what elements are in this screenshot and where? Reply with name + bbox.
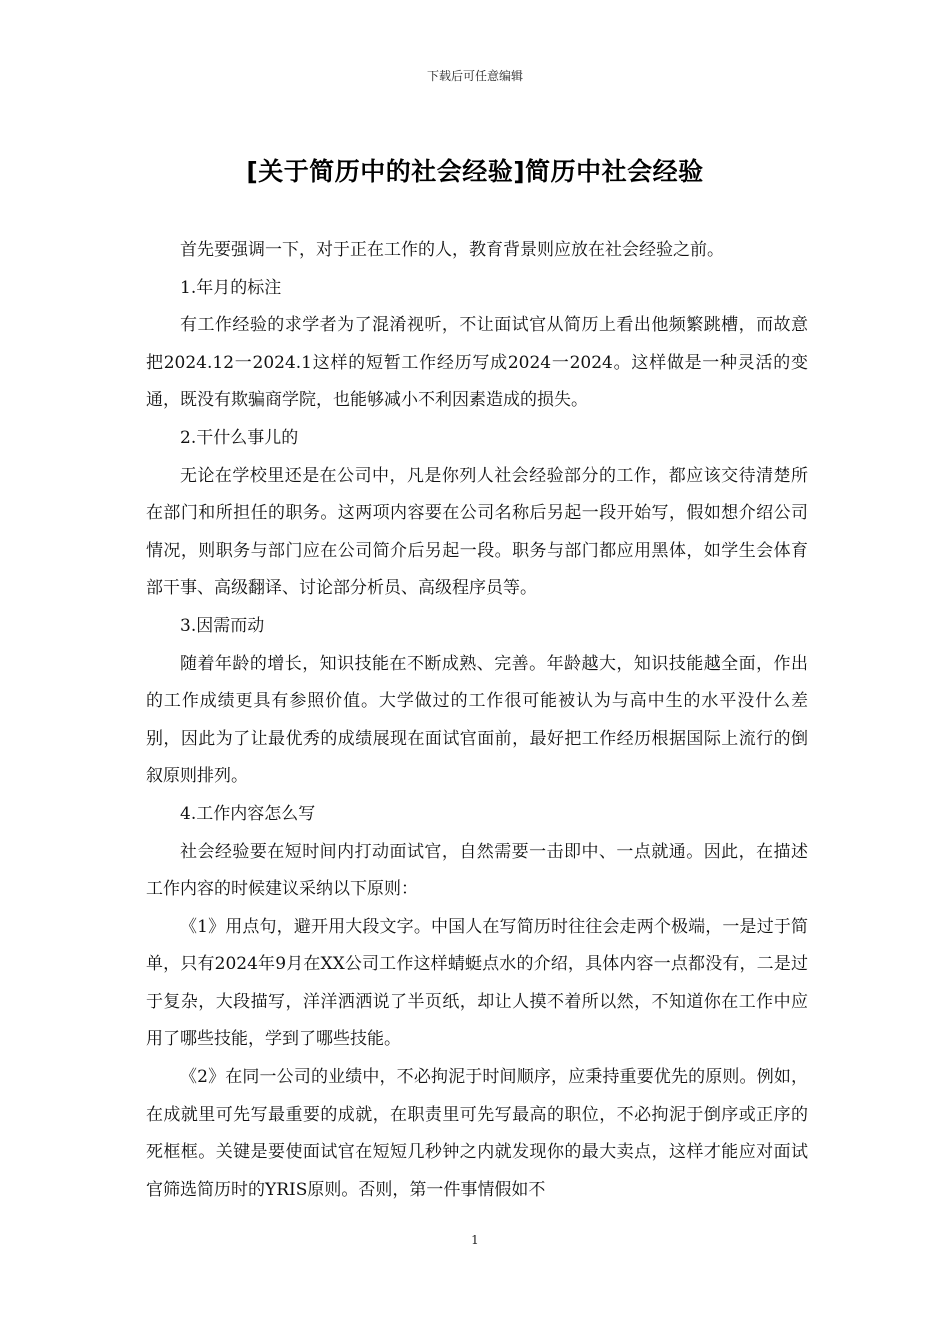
document-title: [关于简历中的社会经验]简历中社会经验 [246, 157, 704, 186]
page-number: 1 [471, 1233, 479, 1247]
section-heading: 2.干什么事儿的 [180, 427, 299, 448]
paragraph: 有工作经验的求学者为了混淆视听，不让面试官从简历上看出他频繁跳槽，而故意把2024.12一2024.1这样的短暂工作经历写成2024一2024。这样做是一种灵活的变通，既没有欺骗商学院，也能够减小不利因素造成的损失。 [146, 315, 808, 411]
paragraph: 《2》在同一公司的业绩中，不必拘泥于时间顺序，应秉持重要优先的原则。例如，在成就里可先写最重要的成就，在职责里可先写最高的职位，不必拘泥于倒序或正序的死框框。关键是要使面试官在短短几秒钟之内就发现你的最大卖点，这样才能应对面试官筛选简历时的YRIS原则。否则，第一件事情假如不 [146, 1067, 808, 1200]
paragraph: 无论在学校里还是在公司中，凡是你列人社会经验部分的工作，都应该交待清楚所在部门和所担任的职务。这两项内容要在公司名称后另起一段开始写，假如想介绍公司情况，则职务与部门应在公司简介后另起一段。职务与部门都应用黑体，如学生会体育部干事、高级翻译、讨论部分析员、高级程序员等。 [146, 465, 808, 599]
paragraph: 首先要强调一下，对于正在工作的人，教育背景则应放在社会经验之前。 [180, 240, 724, 260]
section-heading: 1.年月的标注 [180, 277, 282, 298]
paragraph: 随着年龄的增长，知识技能在不断成熟、完善。年龄越大，知识技能越全面，作出的工作成绩更具有参照价值。大学做过的工作很可能被认为与高中生的水平没什么差别，因此为了让最优秀的成绩展现在面试官面前，最好把工作经历根据国际上流行的倒叙原则排列。 [146, 653, 808, 787]
paragraph: 《1》用点句，避开用大段文字。中国人在写简历时往往会走两个极端，一是过于简单，只有2024年9月在XX公司工作这样蜻蜓点水的介绍，具体内容一点都没有，二是过于复杂，大段描写，洋洋洒洒说了半页纸，却让人摸不着所以然，不知道你在工作中应用了哪些技能，学到了哪些技能。 [146, 916, 808, 1050]
paragraph: 社会经验要在短时间内打动面试官，自然需要一击即中、一点就通。因此，在描述工作内容的时候建议采纳以下原则： [146, 841, 808, 900]
page-header: 下载后可任意编辑 [426, 69, 523, 83]
document-body [146, 232, 808, 1209]
section-heading: 3.因需而动 [180, 615, 265, 636]
section-heading: 4.工作内容怎么写 [180, 803, 316, 824]
